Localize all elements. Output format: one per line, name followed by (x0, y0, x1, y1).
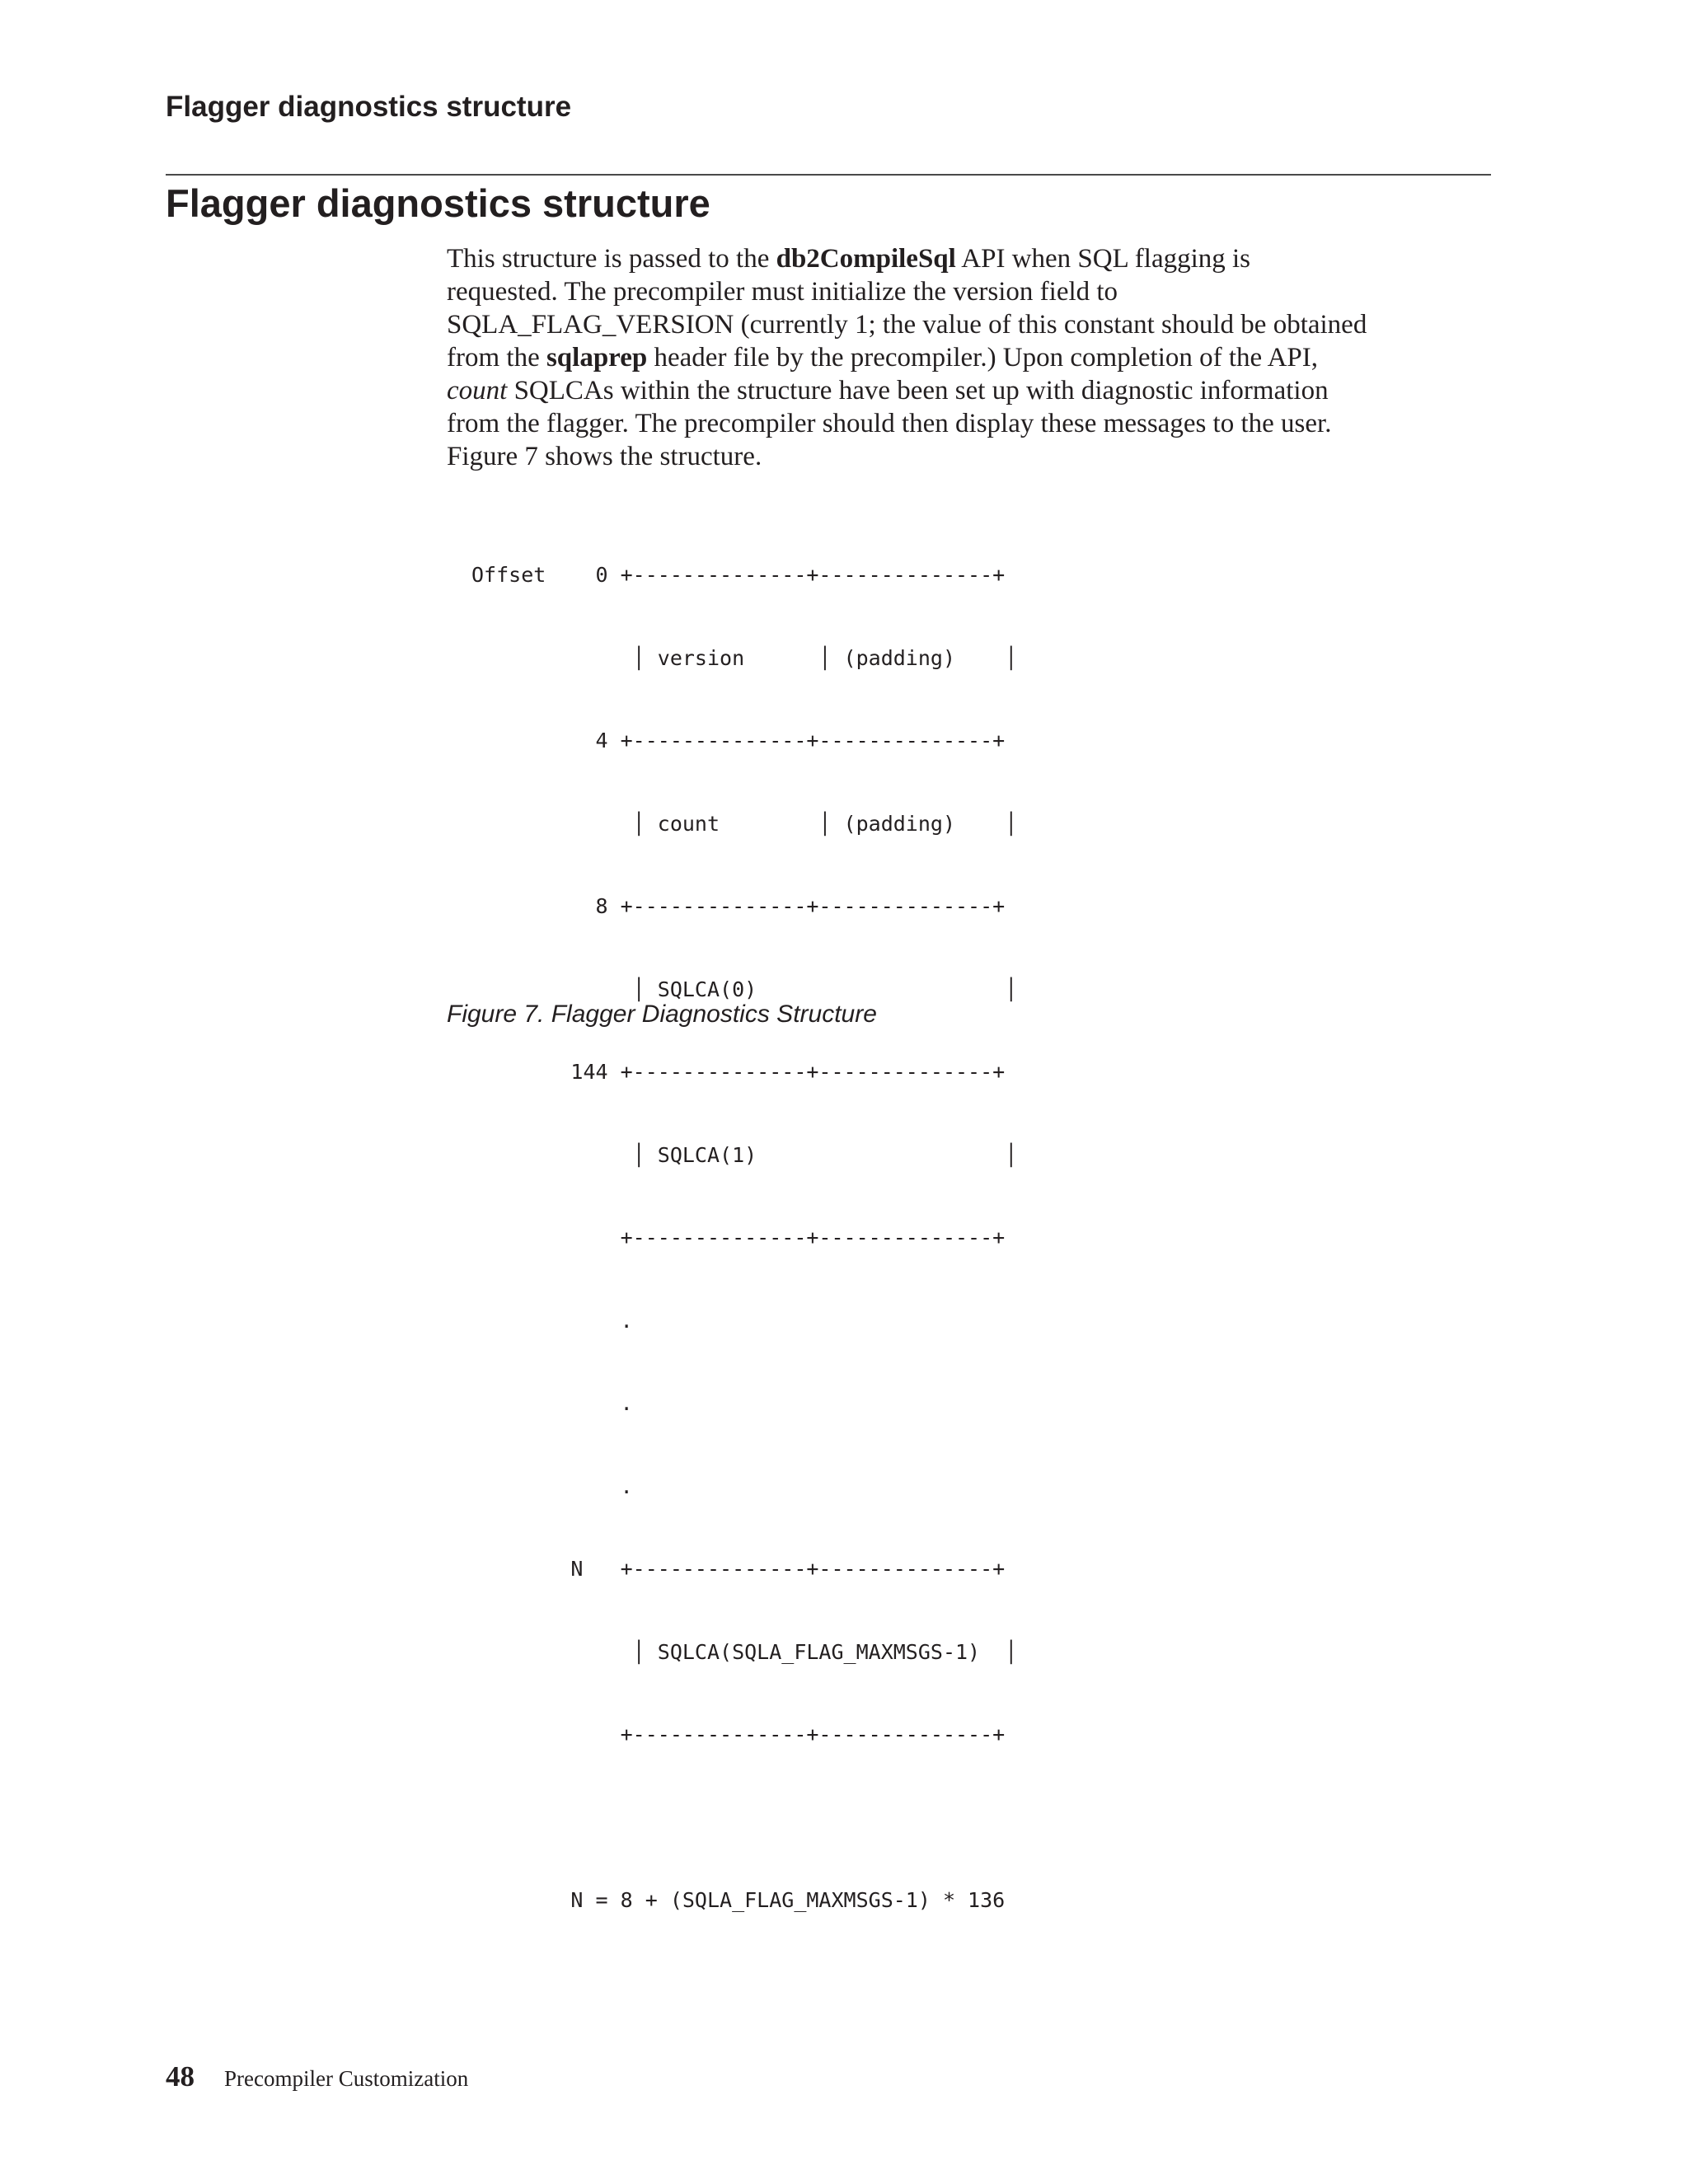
diagram-line: 4 +--------------+--------------+ (471, 729, 1006, 752)
section-title: Flagger diagnostics structure (166, 181, 710, 225)
diagram-line: +--------------+--------------+ (471, 1722, 1006, 1746)
paragraph-text: from the (447, 343, 546, 373)
diagram-formula-line: N = 8 + (SQLA_FLAG_MAXMSGS-1) * 136 (471, 1888, 1006, 1912)
diagram-line: │ SQLCA(0) │ (471, 977, 1018, 1001)
diagram-line: │ SQLCA(SQLA_FLAG_MAXMSGS-1) │ (471, 1639, 1018, 1664)
diagram-line: Offset 0 +--------------+--------------+ (471, 563, 1006, 587)
description-paragraph (447, 242, 1502, 473)
paragraph-text: header file by the precompiler.) Upon completion of the API, (647, 343, 1319, 373)
section-divider (166, 174, 1491, 176)
diagram-line: . (471, 1391, 633, 1415)
page-number: 48 (166, 2060, 195, 2093)
diagram-line: N +--------------+--------------+ (471, 1557, 1006, 1581)
diagram-line: +--------------+--------------+ (471, 1226, 1006, 1249)
diagram-line: 144 +--------------+--------------+ (471, 1060, 1006, 1084)
paragraph-text: This structure is passed to the (447, 244, 776, 274)
paragraph-line-3: SQLA_FLAG_VERSION (currently 1; the value of this constant should be obtained (447, 310, 1367, 340)
field-name-count: count (447, 376, 508, 405)
structure-diagram (471, 506, 1017, 1942)
api-name-db2compilesql: db2CompileSql (776, 244, 956, 274)
diagram-line: │ version │ (padding) │ (471, 645, 1018, 670)
header-file-sqlaprep: sqlaprep (546, 343, 648, 373)
paragraph-line-6: from the flagger. The precompiler should then display these messages to the user. (447, 409, 1332, 438)
paragraph-line-7: Figure 7 shows the structure. (447, 442, 762, 471)
paragraph-line-5 (447, 374, 1502, 407)
paragraph-line-1 (447, 242, 1502, 275)
paragraph-text: API when SQL flagging is (955, 244, 1251, 274)
book-title: Precompiler Customization (224, 2066, 469, 2091)
running-header: Flagger diagnostics structure (166, 91, 572, 123)
diagram-line: . (471, 1474, 633, 1498)
diagram-line: 8 +--------------+--------------+ (471, 894, 1006, 918)
diagram-line: │ count │ (padding) │ (471, 811, 1018, 836)
paragraph-line-2: requested. The precompiler must initialize the version field to (447, 277, 1118, 307)
diagram-line: . (471, 1308, 633, 1333)
page-footer (166, 2060, 468, 2095)
diagram-line (471, 1804, 1017, 1832)
paragraph-line-4 (447, 341, 1502, 374)
diagram-line: │ SQLCA(1) │ (471, 1142, 1018, 1167)
figure-caption: Figure 7. Flagger Diagnostics Structure (447, 1001, 877, 1028)
paragraph-text: SQLCAs within the structure have been set up with diagnostic information (507, 376, 1329, 405)
